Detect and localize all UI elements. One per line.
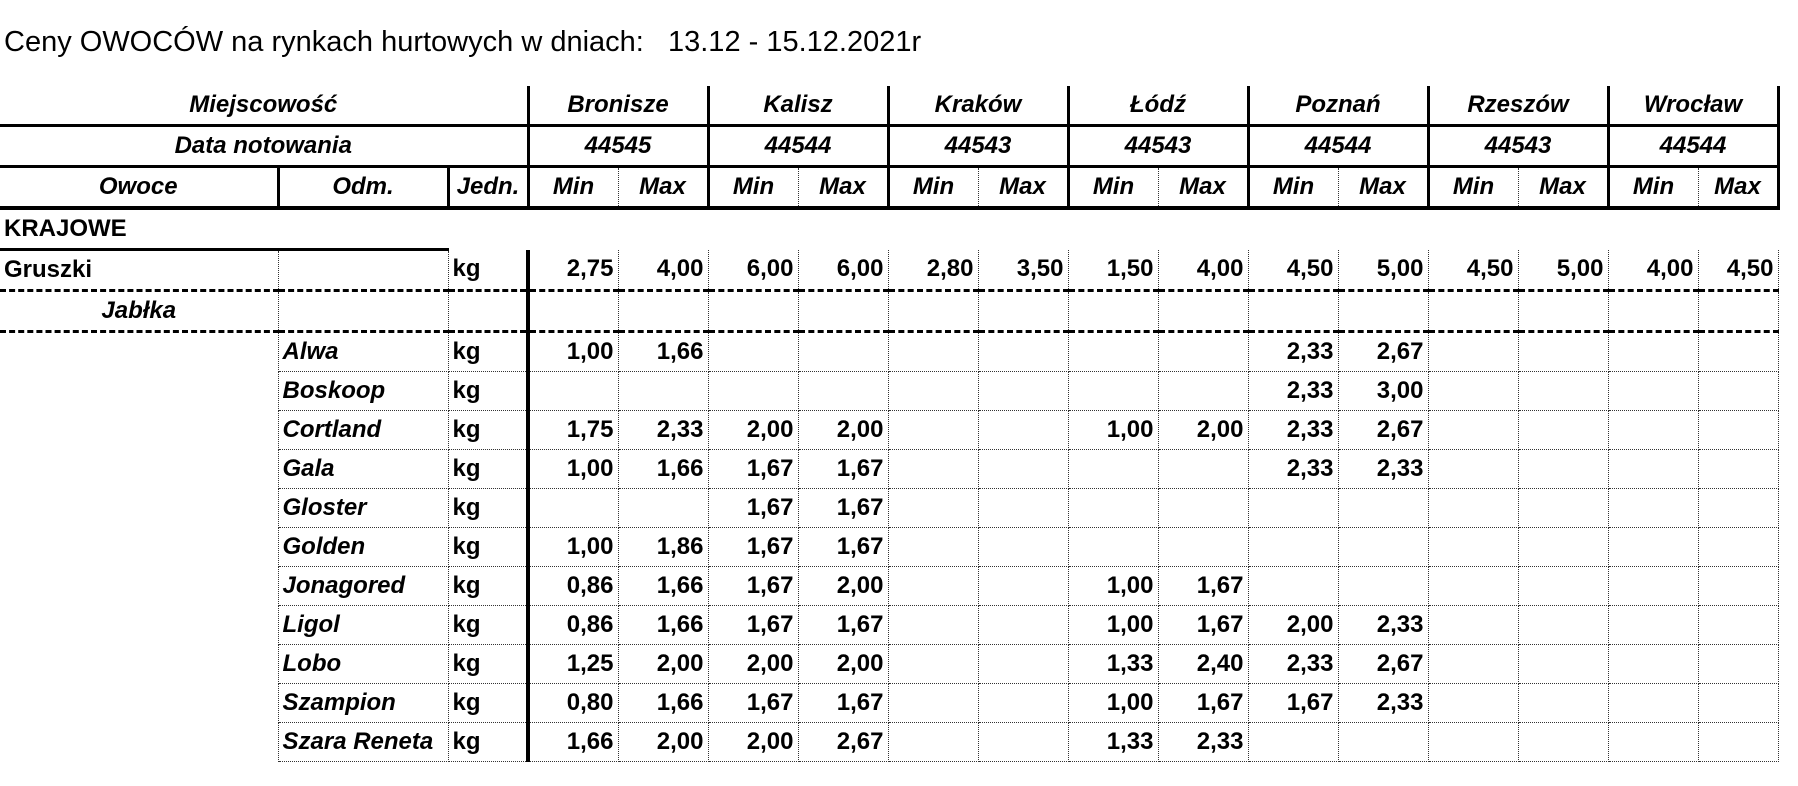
fruit-name [0, 606, 278, 645]
fruit-name [0, 411, 278, 450]
price-cell: 1,67 [798, 450, 888, 489]
section-krajowe: KRAJOWE [4, 215, 127, 242]
price-cell [1608, 528, 1698, 567]
unit-cell: kg [448, 723, 528, 762]
price-cell: 1,66 [618, 332, 708, 372]
price-cell: 6,00 [798, 250, 888, 291]
price-cell [1518, 684, 1608, 723]
price-cell [1248, 567, 1338, 606]
unit-cell: kg [448, 450, 528, 489]
fruit-name [0, 567, 278, 606]
col-max: Max [1158, 167, 1248, 209]
price-cell [1248, 291, 1338, 332]
price-cell [1068, 291, 1158, 332]
market-name: Kraków [888, 86, 1068, 126]
market-name: Łódź [1068, 86, 1248, 126]
price-cell: 1,67 [798, 489, 888, 528]
col-max: Max [1518, 167, 1608, 209]
price-cell [1248, 489, 1338, 528]
price-cell [978, 567, 1068, 606]
price-cell: 0,80 [528, 684, 618, 723]
market-date: 44545 [528, 126, 708, 167]
price-cell [1518, 528, 1608, 567]
price-cell: 1,33 [1068, 723, 1158, 762]
price-cell [1068, 489, 1158, 528]
price-cell: 2,80 [888, 250, 978, 291]
price-cell [1428, 332, 1518, 372]
variety-cell [278, 291, 448, 332]
market-name: Kalisz [708, 86, 888, 126]
unit-cell: kg [448, 411, 528, 450]
price-cell: 2,33 [1338, 684, 1428, 723]
price-cell: 1,66 [528, 723, 618, 762]
price-cell: 1,00 [1068, 684, 1158, 723]
fruit-name: Gruszki [0, 250, 278, 291]
unit-cell: kg [448, 372, 528, 411]
price-cell: 1,66 [618, 450, 708, 489]
price-cell [1158, 332, 1248, 372]
price-cell [1698, 372, 1778, 411]
price-cell: 1,66 [618, 606, 708, 645]
unit-cell [448, 291, 528, 332]
price-cell [798, 291, 888, 332]
price-cell [978, 291, 1068, 332]
market-name: Bronisze [528, 86, 708, 126]
price-cell [1518, 723, 1608, 762]
variety-name: Jonagored [278, 567, 448, 606]
price-cell: 1,67 [708, 489, 798, 528]
col-max: Max [1338, 167, 1428, 209]
price-cell: 2,00 [618, 645, 708, 684]
price-cell: 1,67 [1158, 684, 1248, 723]
price-cell: 1,67 [798, 684, 888, 723]
fruit-name [0, 450, 278, 489]
price-cell: 2,33 [1338, 606, 1428, 645]
price-cell: 1,67 [1158, 606, 1248, 645]
table-row [0, 528, 1778, 567]
table-row [0, 411, 1778, 450]
market-date: 44543 [1068, 126, 1248, 167]
fruit-name [0, 645, 278, 684]
price-cell: 1,00 [1068, 411, 1158, 450]
price-cell [1698, 489, 1778, 528]
price-cell: 4,50 [1698, 250, 1778, 291]
price-cell [1428, 450, 1518, 489]
price-cell: 1,00 [528, 528, 618, 567]
market-name: Wrocław [1608, 86, 1778, 126]
market-date: 44544 [1248, 126, 1428, 167]
variety-name: Boskoop [278, 372, 448, 411]
price-cell: 1,66 [618, 684, 708, 723]
price-cell [1428, 723, 1518, 762]
fruit-name [0, 684, 278, 723]
price-cell [1518, 606, 1608, 645]
price-cell [978, 450, 1068, 489]
price-cell [1698, 332, 1778, 372]
price-cell [888, 645, 978, 684]
price-cell: 1,67 [798, 606, 888, 645]
price-cell [1158, 528, 1248, 567]
col-min: Min [888, 167, 978, 209]
price-cell [888, 372, 978, 411]
price-cell [1608, 411, 1698, 450]
variety-cell [278, 250, 448, 291]
price-cell: 2,33 [1248, 450, 1338, 489]
col-min: Min [1428, 167, 1518, 209]
price-cell: 2,00 [1158, 411, 1248, 450]
price-cell: 2,33 [1248, 332, 1338, 372]
unit-cell: kg [448, 684, 528, 723]
price-cell: 5,00 [1338, 250, 1428, 291]
col-min: Min [528, 167, 618, 209]
price-cell: 5,00 [1518, 250, 1608, 291]
unit-cell: kg [448, 489, 528, 528]
price-cell: 1,67 [708, 567, 798, 606]
date-label: Data notowania [0, 126, 528, 167]
fruit-name [0, 489, 278, 528]
unit-cell: kg [448, 606, 528, 645]
price-cell [1158, 291, 1248, 332]
market-date: 44544 [1608, 126, 1778, 167]
price-cell: 2,40 [1158, 645, 1248, 684]
table-row [0, 250, 1778, 291]
price-cell: 2,00 [798, 567, 888, 606]
price-cell: 1,00 [1068, 567, 1158, 606]
price-cell: 2,00 [708, 411, 798, 450]
market-date: 44543 [888, 126, 1068, 167]
price-cell: 2,00 [618, 723, 708, 762]
market-date: 44544 [708, 126, 888, 167]
col-min: Min [1068, 167, 1158, 209]
price-cell [528, 291, 618, 332]
price-cell: 1,50 [1068, 250, 1158, 291]
col-fruit: Owoce [0, 167, 278, 209]
page-title: Ceny OWOCÓW na rynkach hurtowych w dniach: 13.12 - 15.12.2021r [4, 26, 922, 58]
header-row-dates [0, 126, 1778, 167]
price-cell [1158, 489, 1248, 528]
fruit-name [0, 332, 278, 372]
table-row [0, 450, 1778, 489]
table-row [0, 606, 1778, 645]
price-cell: 2,33 [1248, 411, 1338, 450]
price-cell: 2,00 [708, 723, 798, 762]
variety-name: Ligol [278, 606, 448, 645]
price-cell [978, 489, 1068, 528]
price-cell: 4,50 [1428, 250, 1518, 291]
price-cell [618, 489, 708, 528]
price-cell [888, 567, 978, 606]
variety-name: Lobo [278, 645, 448, 684]
price-cell [1608, 291, 1698, 332]
price-cell [708, 291, 798, 332]
price-cell [1608, 723, 1698, 762]
table-row [0, 645, 1778, 684]
price-cell: 1,67 [708, 684, 798, 723]
table-row [0, 291, 1778, 332]
price-cell: 1,67 [708, 528, 798, 567]
price-cell: 1,67 [708, 606, 798, 645]
price-cell: 2,67 [1338, 411, 1428, 450]
price-cell [888, 684, 978, 723]
price-cell: 1,66 [618, 567, 708, 606]
price-cell: 1,25 [528, 645, 618, 684]
price-cell: 1,86 [618, 528, 708, 567]
price-cell: 6,00 [708, 250, 798, 291]
price-cell [1518, 411, 1608, 450]
price-cell: 1,00 [528, 450, 618, 489]
price-cell [1248, 528, 1338, 567]
price-cell [978, 332, 1068, 372]
price-cell [1428, 291, 1518, 332]
price-cell [1698, 567, 1778, 606]
price-cell [1698, 411, 1778, 450]
price-cell: 1,67 [708, 450, 798, 489]
price-cell [1428, 684, 1518, 723]
unit-cell: kg [448, 332, 528, 372]
price-cell [1068, 528, 1158, 567]
price-cell [888, 411, 978, 450]
col-variety: Odm. [278, 167, 448, 209]
price-cell [1158, 372, 1248, 411]
price-cell [1608, 567, 1698, 606]
price-cell [888, 606, 978, 645]
price-cell [618, 291, 708, 332]
price-cell: 2,67 [798, 723, 888, 762]
col-max: Max [1698, 167, 1778, 209]
header-row-columns [0, 167, 1778, 209]
price-cell [978, 528, 1068, 567]
price-cell [1428, 567, 1518, 606]
price-cell [1518, 332, 1608, 372]
price-cell: 2,33 [1248, 372, 1338, 411]
price-cell [1068, 332, 1158, 372]
price-cell [1428, 489, 1518, 528]
price-cell: 1,67 [1158, 567, 1248, 606]
price-cell [1068, 372, 1158, 411]
col-max: Max [978, 167, 1068, 209]
price-cell: 2,33 [1158, 723, 1248, 762]
col-min: Min [1248, 167, 1338, 209]
price-cell: 0,86 [528, 567, 618, 606]
price-cell [1428, 645, 1518, 684]
price-cell [528, 372, 618, 411]
price-cell [1518, 450, 1608, 489]
price-cell [978, 645, 1068, 684]
col-min: Min [708, 167, 798, 209]
unit-cell: kg [448, 528, 528, 567]
price-table [0, 86, 1780, 762]
price-cell [1068, 450, 1158, 489]
price-cell: 2,67 [1338, 332, 1428, 372]
price-cell: 1,67 [798, 528, 888, 567]
variety-name: Gala [278, 450, 448, 489]
section-row [0, 208, 1778, 250]
fruit-name [0, 372, 278, 411]
table-row [0, 723, 1778, 762]
col-unit: Jedn. [448, 167, 528, 209]
price-cell [1158, 450, 1248, 489]
price-cell [888, 291, 978, 332]
variety-name: Alwa [278, 332, 448, 372]
table-row [0, 489, 1778, 528]
price-cell [528, 489, 618, 528]
price-cell [888, 332, 978, 372]
price-cell [1518, 291, 1608, 332]
unit-cell: kg [448, 645, 528, 684]
price-cell: 2,75 [528, 250, 618, 291]
price-cell [1338, 489, 1428, 528]
price-cell [798, 332, 888, 372]
price-cell [1518, 567, 1608, 606]
price-cell [1608, 606, 1698, 645]
price-cell: 4,50 [1248, 250, 1338, 291]
unit-cell: kg [448, 567, 528, 606]
price-cell [888, 723, 978, 762]
price-cell: 1,00 [1068, 606, 1158, 645]
price-table-container [0, 86, 1780, 762]
price-cell: 2,00 [798, 411, 888, 450]
price-cell: 2,33 [1248, 645, 1338, 684]
price-cell [1428, 372, 1518, 411]
col-max: Max [618, 167, 708, 209]
header-row-markets [0, 86, 1778, 126]
price-cell [888, 489, 978, 528]
unit-cell: kg [448, 250, 528, 291]
price-cell [1608, 684, 1698, 723]
price-cell: 4,00 [618, 250, 708, 291]
price-cell: 2,33 [1338, 450, 1428, 489]
price-cell [1428, 606, 1518, 645]
table-row [0, 567, 1778, 606]
price-cell [978, 606, 1068, 645]
price-cell [1428, 528, 1518, 567]
price-cell [1518, 372, 1608, 411]
price-cell [888, 528, 978, 567]
price-cell: 4,00 [1158, 250, 1248, 291]
price-cell [978, 684, 1068, 723]
price-cell [1698, 528, 1778, 567]
price-cell: 1,00 [528, 332, 618, 372]
price-cell [1608, 332, 1698, 372]
variety-name: Szara Reneta [278, 723, 448, 762]
place-label: Miejscowość [0, 86, 528, 126]
price-cell [978, 372, 1068, 411]
price-cell [978, 723, 1068, 762]
price-cell: 2,00 [1248, 606, 1338, 645]
variety-name: Golden [278, 528, 448, 567]
price-cell [1608, 489, 1698, 528]
price-cell [798, 372, 888, 411]
price-cell: 1,75 [528, 411, 618, 450]
price-cell [1698, 645, 1778, 684]
fruit-name: Jabłka [0, 291, 278, 332]
variety-name: Szampion [278, 684, 448, 723]
price-cell [1338, 567, 1428, 606]
variety-name: Cortland [278, 411, 448, 450]
price-cell [708, 332, 798, 372]
price-cell [1698, 606, 1778, 645]
price-cell [1518, 645, 1608, 684]
market-name: Rzeszów [1428, 86, 1608, 126]
price-cell: 2,00 [798, 645, 888, 684]
table-row [0, 372, 1778, 411]
price-cell [1608, 645, 1698, 684]
price-cell: 2,33 [618, 411, 708, 450]
fruit-name [0, 723, 278, 762]
price-cell: 2,67 [1338, 645, 1428, 684]
price-cell: 1,33 [1068, 645, 1158, 684]
price-cell [1338, 528, 1428, 567]
price-cell: 4,00 [1608, 250, 1698, 291]
price-cell [1698, 723, 1778, 762]
price-cell: 2,00 [708, 645, 798, 684]
price-cell [1608, 450, 1698, 489]
price-cell [1608, 372, 1698, 411]
price-cell [1338, 291, 1428, 332]
table-row [0, 332, 1778, 372]
price-cell [1428, 411, 1518, 450]
price-cell [1698, 291, 1778, 332]
price-cell: 0,86 [528, 606, 618, 645]
variety-name: Gloster [278, 489, 448, 528]
fruit-name [0, 528, 278, 567]
price-cell [888, 450, 978, 489]
price-cell [1698, 450, 1778, 489]
price-cell: 3,00 [1338, 372, 1428, 411]
price-cell [1698, 684, 1778, 723]
price-cell [978, 411, 1068, 450]
price-cell [618, 372, 708, 411]
col-min: Min [1608, 167, 1698, 209]
price-cell: 1,67 [1248, 684, 1338, 723]
col-max: Max [798, 167, 888, 209]
market-date: 44543 [1428, 126, 1608, 167]
market-name: Poznań [1248, 86, 1428, 126]
price-cell [708, 372, 798, 411]
table-row [0, 684, 1778, 723]
price-cell [1518, 489, 1608, 528]
price-cell: 3,50 [978, 250, 1068, 291]
price-cell [1248, 723, 1338, 762]
price-cell [1338, 723, 1428, 762]
